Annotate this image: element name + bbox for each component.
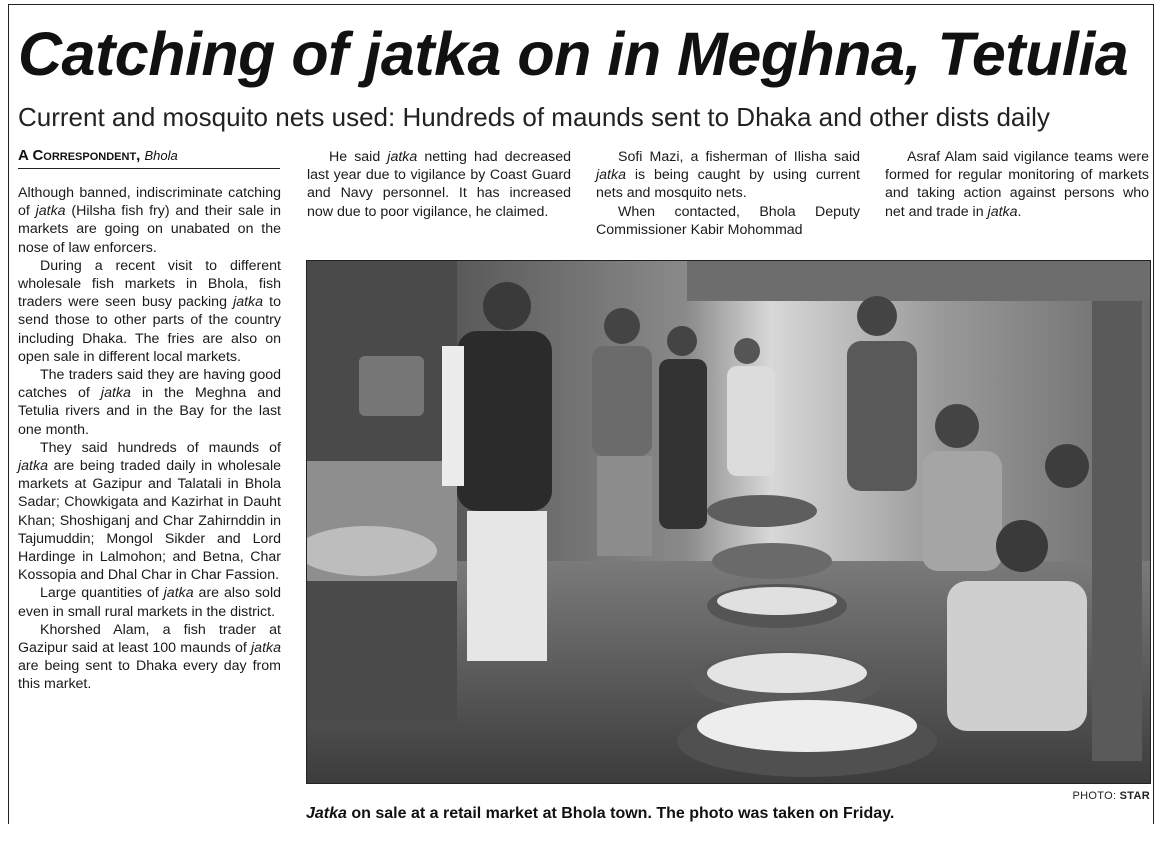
right-pillar — [1092, 281, 1142, 761]
photo-credit-label: PHOTO: — [1072, 790, 1117, 802]
photo-credit-source: STAR — [1119, 790, 1150, 802]
paragraph: He said jatka netting had decreased last year due to vigilance by Coast Guard and Navy personnel. It has increased now due to poor vigilance, he claimed. — [307, 149, 571, 220]
photo-caption — [306, 804, 1146, 824]
roof — [687, 261, 1150, 301]
paragraph: When contacted, Bhola Deputy Commissioner Kabir Mohommad — [596, 203, 860, 238]
byline-name: A Correspondent, — [18, 147, 141, 164]
left-column-rule — [8, 4, 9, 824]
photo-credit — [1010, 790, 1150, 802]
paragraph: During a recent visit to different wholesale fish markets in Bhola, fish traders were seen busy packing jatka to send those to other parts of the country including Dhaka. The fries are also on open sale in different local markets. — [18, 257, 281, 365]
article-column-1 — [18, 184, 281, 694]
paragraph: They said hundreds of maunds of jatka are being traded daily in wholesale markets at Gazipur and Talatali in Bhola Sadar; Chowkigata and Kazirhat in Dauht Khan; Shoshiganj and Char Zahirnddin in Tajumuddin; Mongol Sikder and Lord Hardinge in Lalmohon; and Betna, Char Kossopia and Dhal Char in Char Fassion. — [18, 439, 281, 584]
paragraph: The traders said they are having good catches of jatka in the Meghna and Tetulia rivers and in the Bay for the last one month. — [18, 367, 281, 438]
byline-location: Bhola — [144, 148, 178, 163]
paragraph: Khorshed Alam, a fish trader at Gazipur said at least 100 maunds of jatka are being sent to Dhaka every day from this market. — [18, 621, 281, 693]
article-column-4 — [885, 148, 1149, 221]
article-column-2 — [307, 148, 571, 221]
news-photo — [306, 260, 1151, 784]
bucket — [359, 356, 424, 416]
paragraph: Although banned, indiscriminate catching of jatka (Hilsha fish fry) and their sale in markets are going on unabated on the nose of law enforcers. — [18, 185, 281, 256]
paragraph: Large quantities of jatka are also sold even in small rural markets in the district. — [18, 585, 281, 620]
paragraph: Asraf Alam said vigilance teams were formed for regular monitoring of markets and taking action against persons who net and trade in jatka. — [885, 149, 1149, 220]
byline — [18, 146, 280, 169]
headline: Catching of jatka on in Meghna, Tetulia — [18, 20, 1129, 88]
top-rule — [8, 4, 1154, 5]
caption-term: Jatka — [306, 805, 347, 822]
caption-text: on sale at a retail market at Bhola town. The photo was taken on Friday. — [346, 805, 895, 822]
article-column-3 — [596, 148, 860, 239]
subheadline: Current and mosquito nets used: Hundreds of maunds sent to Dhaka and other dists daily — [18, 102, 1050, 132]
paragraph: Sofi Mazi, a fisherman of Ilisha said jatka is being caught by using current nets and mosquito nets. — [596, 149, 860, 202]
